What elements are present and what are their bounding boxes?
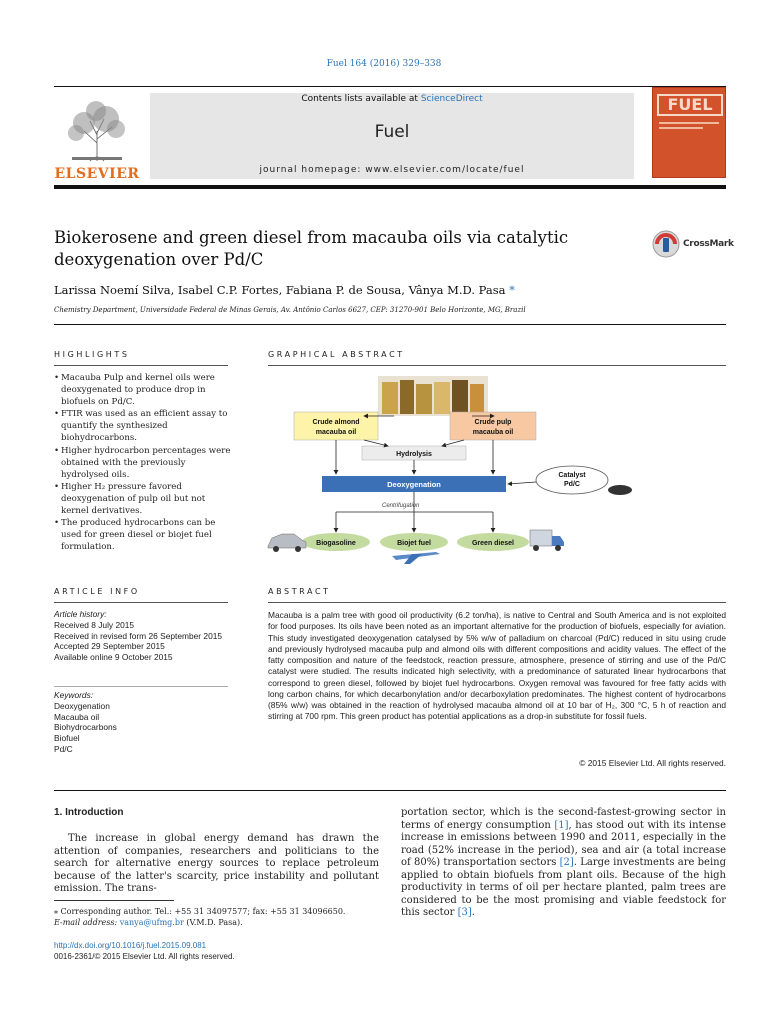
hydrolysis-box <box>362 446 466 460</box>
highlights-heading: HIGHLIGHTS <box>54 350 130 359</box>
article-history <box>54 609 232 663</box>
abstract-copyright: © 2015 Elsevier Ltd. All rights reserved. <box>579 758 726 768</box>
abstract-heading: ABSTRACT <box>268 587 331 596</box>
article-history-label: Article history: <box>54 609 107 619</box>
corresponding-author-footnote: ⁎ Corresponding author. Tel.: +55 31 34097577; fax: +55 31 34096650. <box>54 907 346 916</box>
contents-line <box>150 94 634 104</box>
authors-text: Larissa Noemí Silva, Isabel C.P. Fortes, Fabiana P. de Sousa, Vânya M.D. Pasa <box>54 283 506 297</box>
sciencedirect-link[interactable]: ScienceDirect <box>420 94 483 104</box>
intro-text: . Large investments are being applied to obtain biofuels from plant oils. Because of the high productivity in terms of oil per hectare planted, palm trees are considered to be the most promising and viable feedstock for this sector <box>401 857 726 918</box>
highlight-item: • The produced hydrocarbons can be used for green diesel or biojet fuel formulation. <box>54 517 232 553</box>
deoxygenation-label: Deoxygenation <box>387 480 441 489</box>
graphical-abstract-heading: GRAPHICAL ABSTRACT <box>268 350 405 359</box>
header-top-rule <box>54 86 726 87</box>
cover-decoration <box>659 122 719 124</box>
catalyst-line2: Pd/C <box>564 481 580 488</box>
footnote-rule <box>54 900 174 901</box>
catalyst-powder-icon <box>608 485 632 495</box>
keywords <box>54 690 232 755</box>
crude-pulp-line2: macauba oil <box>472 429 514 436</box>
introduction-column-2 <box>401 807 726 920</box>
crude-pulp-line1: Crude pulp <box>474 419 512 426</box>
crude-almond-line1: Crude almond <box>312 419 360 426</box>
intro-text: portation sector, which is the second-fastest-growing sector in terms of energy consumption <box>401 807 726 831</box>
journal-homepage[interactable]: journal homepage: www.elsevier.com/locate/fuel <box>259 165 525 175</box>
arrow-icon <box>364 440 388 446</box>
history-item: Accepted 29 September 2015 <box>54 641 165 652</box>
intro-text: . <box>471 907 475 918</box>
abstract-bottom-rule <box>54 790 726 791</box>
article-info-divider <box>54 686 228 687</box>
doi-link[interactable]: http://dx.doi.org/10.1016/j.fuel.2015.09.081 <box>54 941 207 950</box>
journal-name: Fuel <box>374 122 410 142</box>
highlight-item: • Macauba Pulp and kernel oils were deoxygenated to produce drop in biofuels on Pd/C. <box>54 372 232 408</box>
keyword-item: Biofuel <box>54 733 80 744</box>
output-biogasoline <box>302 533 370 551</box>
journal-cover[interactable] <box>652 87 726 178</box>
introduction-column-1: The increase in global energy demand has drawn the attention of companies, researchers and politicians to the search for alternative energy sources to replace petroleum because of the latter's scarcity, price instability and pollutant emission. The trans- <box>54 833 379 894</box>
journal-reference[interactable]: Fuel 164 (2016) 329–338 <box>326 59 442 69</box>
author-list <box>54 283 654 297</box>
corresponding-author-mark[interactable]: * <box>509 283 515 297</box>
history-item: Received 8 July 2015 <box>54 619 135 630</box>
article-info-rule <box>54 602 228 603</box>
intro-text: , has stood out with its intense increase in emissions between 1990 and 2011, especially in the road (52% increase in the period), sea and air (a total increase of 80%) transportation sectors <box>401 819 726 868</box>
highlights-rule <box>54 365 228 366</box>
truck-icon <box>530 530 564 551</box>
output-biogasoline-label: Biogasoline <box>316 540 356 547</box>
citation-link[interactable]: [2] <box>559 857 574 868</box>
contents-prefix: Contents lists available at <box>301 94 421 104</box>
keyword-item: Pd/C <box>54 743 73 754</box>
arrow-icon <box>508 482 536 484</box>
highlight-item: • Higher hydrocarbon percentages were obtained with the previously hydrolysed oils. <box>54 445 232 481</box>
keyword-item: Macauba oil <box>54 711 100 722</box>
oil-samples-photo <box>378 376 488 416</box>
output-biojet-fuel <box>380 533 448 551</box>
email-link[interactable]: vanya@ufmg.br <box>119 918 184 927</box>
highlight-item: • Higher H₂ pressure favored deoxygenation of pulp oil but not kernel derivatives. <box>54 481 232 517</box>
output-biojet-label: Biojet fuel <box>397 540 431 547</box>
affiliation: Chemistry Department, Universidade Federal de Minas Gerais, Av. Antônio Carlos 6627, CEP: 31270-901 Belo Horizonte, MG, Brazil <box>54 306 526 314</box>
email-footnote <box>54 917 379 928</box>
highlights-list <box>54 372 232 553</box>
hydrolysis-label: Hydrolysis <box>396 451 432 458</box>
centrifugation-label: Centrifugation <box>382 503 420 509</box>
catalyst-line1: Catalyst <box>558 472 586 479</box>
email-label: E-mail address: <box>54 918 120 927</box>
car-icon <box>268 534 306 552</box>
catalyst-ellipse <box>536 466 608 494</box>
cover-decoration <box>659 127 703 129</box>
paper-title: Biokerosene and green diesel from macauba oils via catalytic deoxygenation over Pd/C <box>54 228 569 269</box>
history-item: Received in revised form 26 September 2015 <box>54 630 223 641</box>
highlight-item: • FTIR was used as an efficient assay to quantify the synthesized biohydrocarbons. <box>54 408 232 444</box>
keyword-item: Biohydrocarbons <box>54 722 117 733</box>
abstract-rule <box>268 602 726 603</box>
arrow-icon <box>442 440 464 446</box>
affiliation-rule <box>54 324 726 325</box>
citation-link[interactable]: [3] <box>457 907 472 918</box>
history-item: Available online 9 October 2015 <box>54 652 173 663</box>
output-green-diesel-label: Green diesel <box>471 540 515 547</box>
article-info-heading: ARTICLE INFO <box>54 587 140 596</box>
keywords-label: Keywords: <box>54 690 94 700</box>
cover-title: FUEL <box>657 94 723 116</box>
header-bottom-rule <box>54 185 726 189</box>
introduction-heading: 1. Introduction <box>54 807 124 818</box>
graphical-abstract-rule <box>268 365 726 366</box>
crossmark-label[interactable]: CrossMark <box>683 239 734 249</box>
graphical-abstract-diagram <box>264 372 634 566</box>
airplane-icon <box>392 552 440 564</box>
email-suffix: (V.M.D. Pasa). <box>183 918 243 927</box>
issn-line: 0016-2361/© 2015 Elsevier Ltd. All rights reserved. <box>54 952 235 961</box>
citation-link[interactable]: [1] <box>554 819 569 831</box>
keyword-item: Deoxygenation <box>54 700 110 711</box>
deoxygenation-bar <box>322 476 506 492</box>
output-green-diesel <box>457 533 529 551</box>
elsevier-wordmark: ELSEVIER <box>54 166 140 182</box>
crude-almond-line2: macauba oil <box>315 429 357 436</box>
abstract-text: Macauba is a palm tree with good oil productivity (6.2 ton/ha), is native to Central and South America and is not exploited for food purposes. Its oils have been noted as an important alternative for the production of biofuels, especially for aviation. This study investigated deoxygenation catalysed by 5% w/w of palladium on charcoal (Pd/C) reduced in situ using crude and previously hydrolysed macauba pulp and almond oils with different compositions and acidity values. The effect of the fatty composition and nature of the feedstock, reaction pressure, atmosphere, presence of stirring and use of the Pd/C catalyst were studied. The results indicated high selectivity, with a predominance of saturated linear hydrocarbons that correspond to green diesel, followed by biojet fuel hydrocarbons. Oxygen removal was favoured for free fatty acids with long carbon chains, for which decarbonylation and/or decarboxylation predominates. The highest content of hydrocarbons (85% w/w) was obtained in the reaction of hydrolysed macauba almond oil at 10 bar of H₂, 300 °C, 5 h of reaction and stirring at 700 rpm. This green product has potential applications as a drop-in substitute for fossil fuels. <box>268 610 726 722</box>
